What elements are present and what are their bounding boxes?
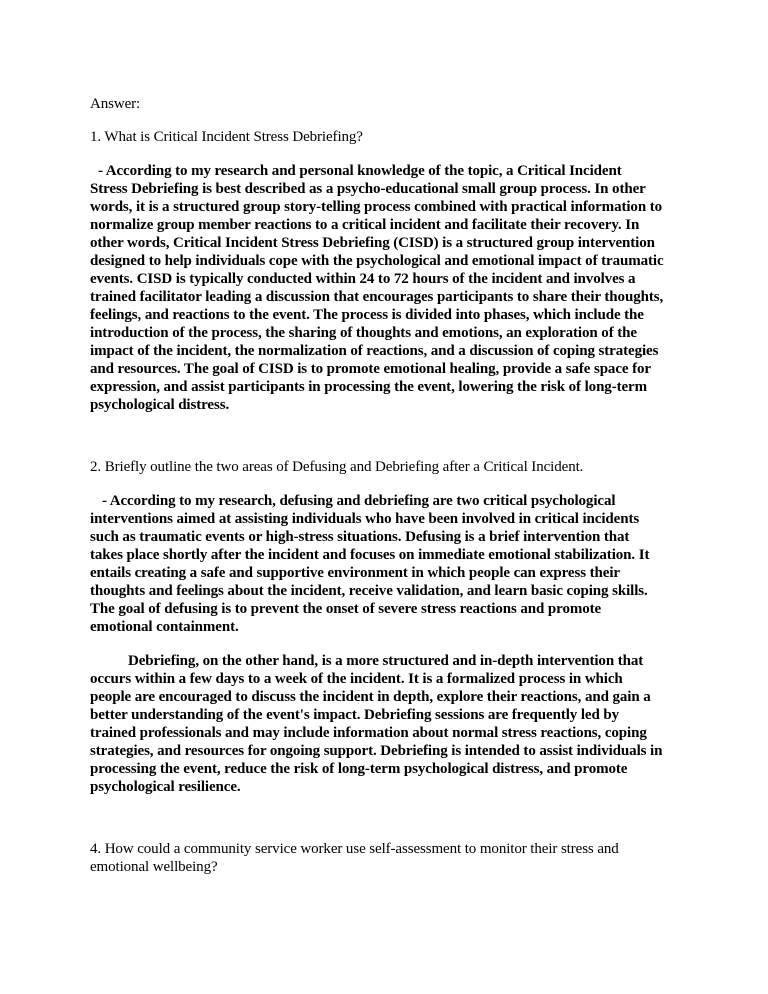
answer-2-line: trained professionals and may include information about normal stress reactions, coping — [90, 725, 647, 741]
answer-2-line: takes place shortly after the incident and focuses on immediate emotional stabilization. It — [90, 547, 650, 563]
answer-2-line: people are encouraged to discuss the incident in depth, explore their reactions, and gain a — [90, 689, 651, 705]
answer-1-line: psychological distress. — [90, 397, 230, 413]
answer-2-line: occurs within a few days to a week of the incident. It is a formalized process in which — [90, 671, 623, 687]
answer-2-line: psychological resilience. — [90, 779, 241, 795]
answer-label: Answer: — [90, 96, 141, 112]
answer-2-line: emotional containment. — [90, 619, 239, 635]
answer-1-line: events. CISD is typically conducted within 24 to 72 hours of the incident and involves a — [90, 271, 636, 287]
answer-2-line: strategies, and resources for ongoing support. Debriefing is intended to assist individuals in — [90, 743, 663, 759]
answer-1-line: - According to my research and personal knowledge of the topic, a Critical Incident — [98, 163, 622, 179]
answer-1-line: words, it is a structured group story-telling process combined with practical information to — [90, 199, 663, 215]
answer-1-line: Stress Debriefing is best described as a psycho-educational small group process. In other — [90, 181, 646, 197]
answer-1-line: trained facilitator leading a discussion that encourages participants to share their thoughts, — [90, 289, 664, 305]
answer-2-line: better understanding of the event's impact. Debriefing sessions are frequently led by — [90, 707, 619, 723]
answer-1-line: expression, and assist participants in processing the event, lowering the risk of long-term — [90, 379, 648, 395]
answer-2-line: Debriefing, on the other hand, is a more structured and in-depth intervention that — [128, 653, 644, 669]
answer-1-line: and resources. The goal of CISD is to promote emotional healing, provide a safe space for — [90, 361, 651, 377]
answer-2-line: such as traumatic events or high-stress situations. Defusing is a brief intervention that — [90, 529, 630, 545]
answer-2-line: processing the event, reduce the risk of long-term psychological distress, and promote — [90, 761, 628, 777]
answer-2-line: - According to my research, defusing and debriefing are two critical psychological — [102, 493, 616, 509]
question-4: 4. How could a community service worker use self-assessment to monitor their stress and — [90, 841, 619, 857]
question-1: 1. What is Critical Incident Stress Debriefing? — [90, 129, 363, 145]
answer-2-line: interventions aimed at assisting individuals who have been involved in critical incidents — [90, 511, 640, 527]
answer-2-line: entails creating a safe and supportive environment in which people can express their — [90, 565, 620, 581]
answer-1-line: designed to help individuals cope with the psychological and emotional impact of traumatic — [90, 253, 664, 269]
question-2: 2. Briefly outline the two areas of Defusing and Debriefing after a Critical Incident. — [90, 459, 584, 475]
answer-2-line: The goal of defusing is to prevent the onset of severe stress reactions and promote — [90, 601, 602, 617]
question-4: emotional wellbeing? — [90, 859, 218, 875]
answer-1-line: other words, Critical Incident Stress Debriefing (CISD) is a structured group intervention — [90, 235, 655, 251]
answer-2-line: thoughts and feelings about the incident, receive validation, and learn basic coping skills. — [90, 583, 648, 599]
answer-1-line: normalize group member reactions to a critical incident and facilitate their recovery. In — [90, 217, 640, 233]
answer-1-line: introduction of the process, the sharing of thoughts and emotions, an exploration of the — [90, 325, 637, 341]
answer-1-line: impact of the incident, the normalization of reactions, and a discussion of coping strategies — [90, 343, 659, 359]
answer-1-line: feelings, and reactions to the event. The process is divided into phases, which include the — [90, 307, 644, 323]
